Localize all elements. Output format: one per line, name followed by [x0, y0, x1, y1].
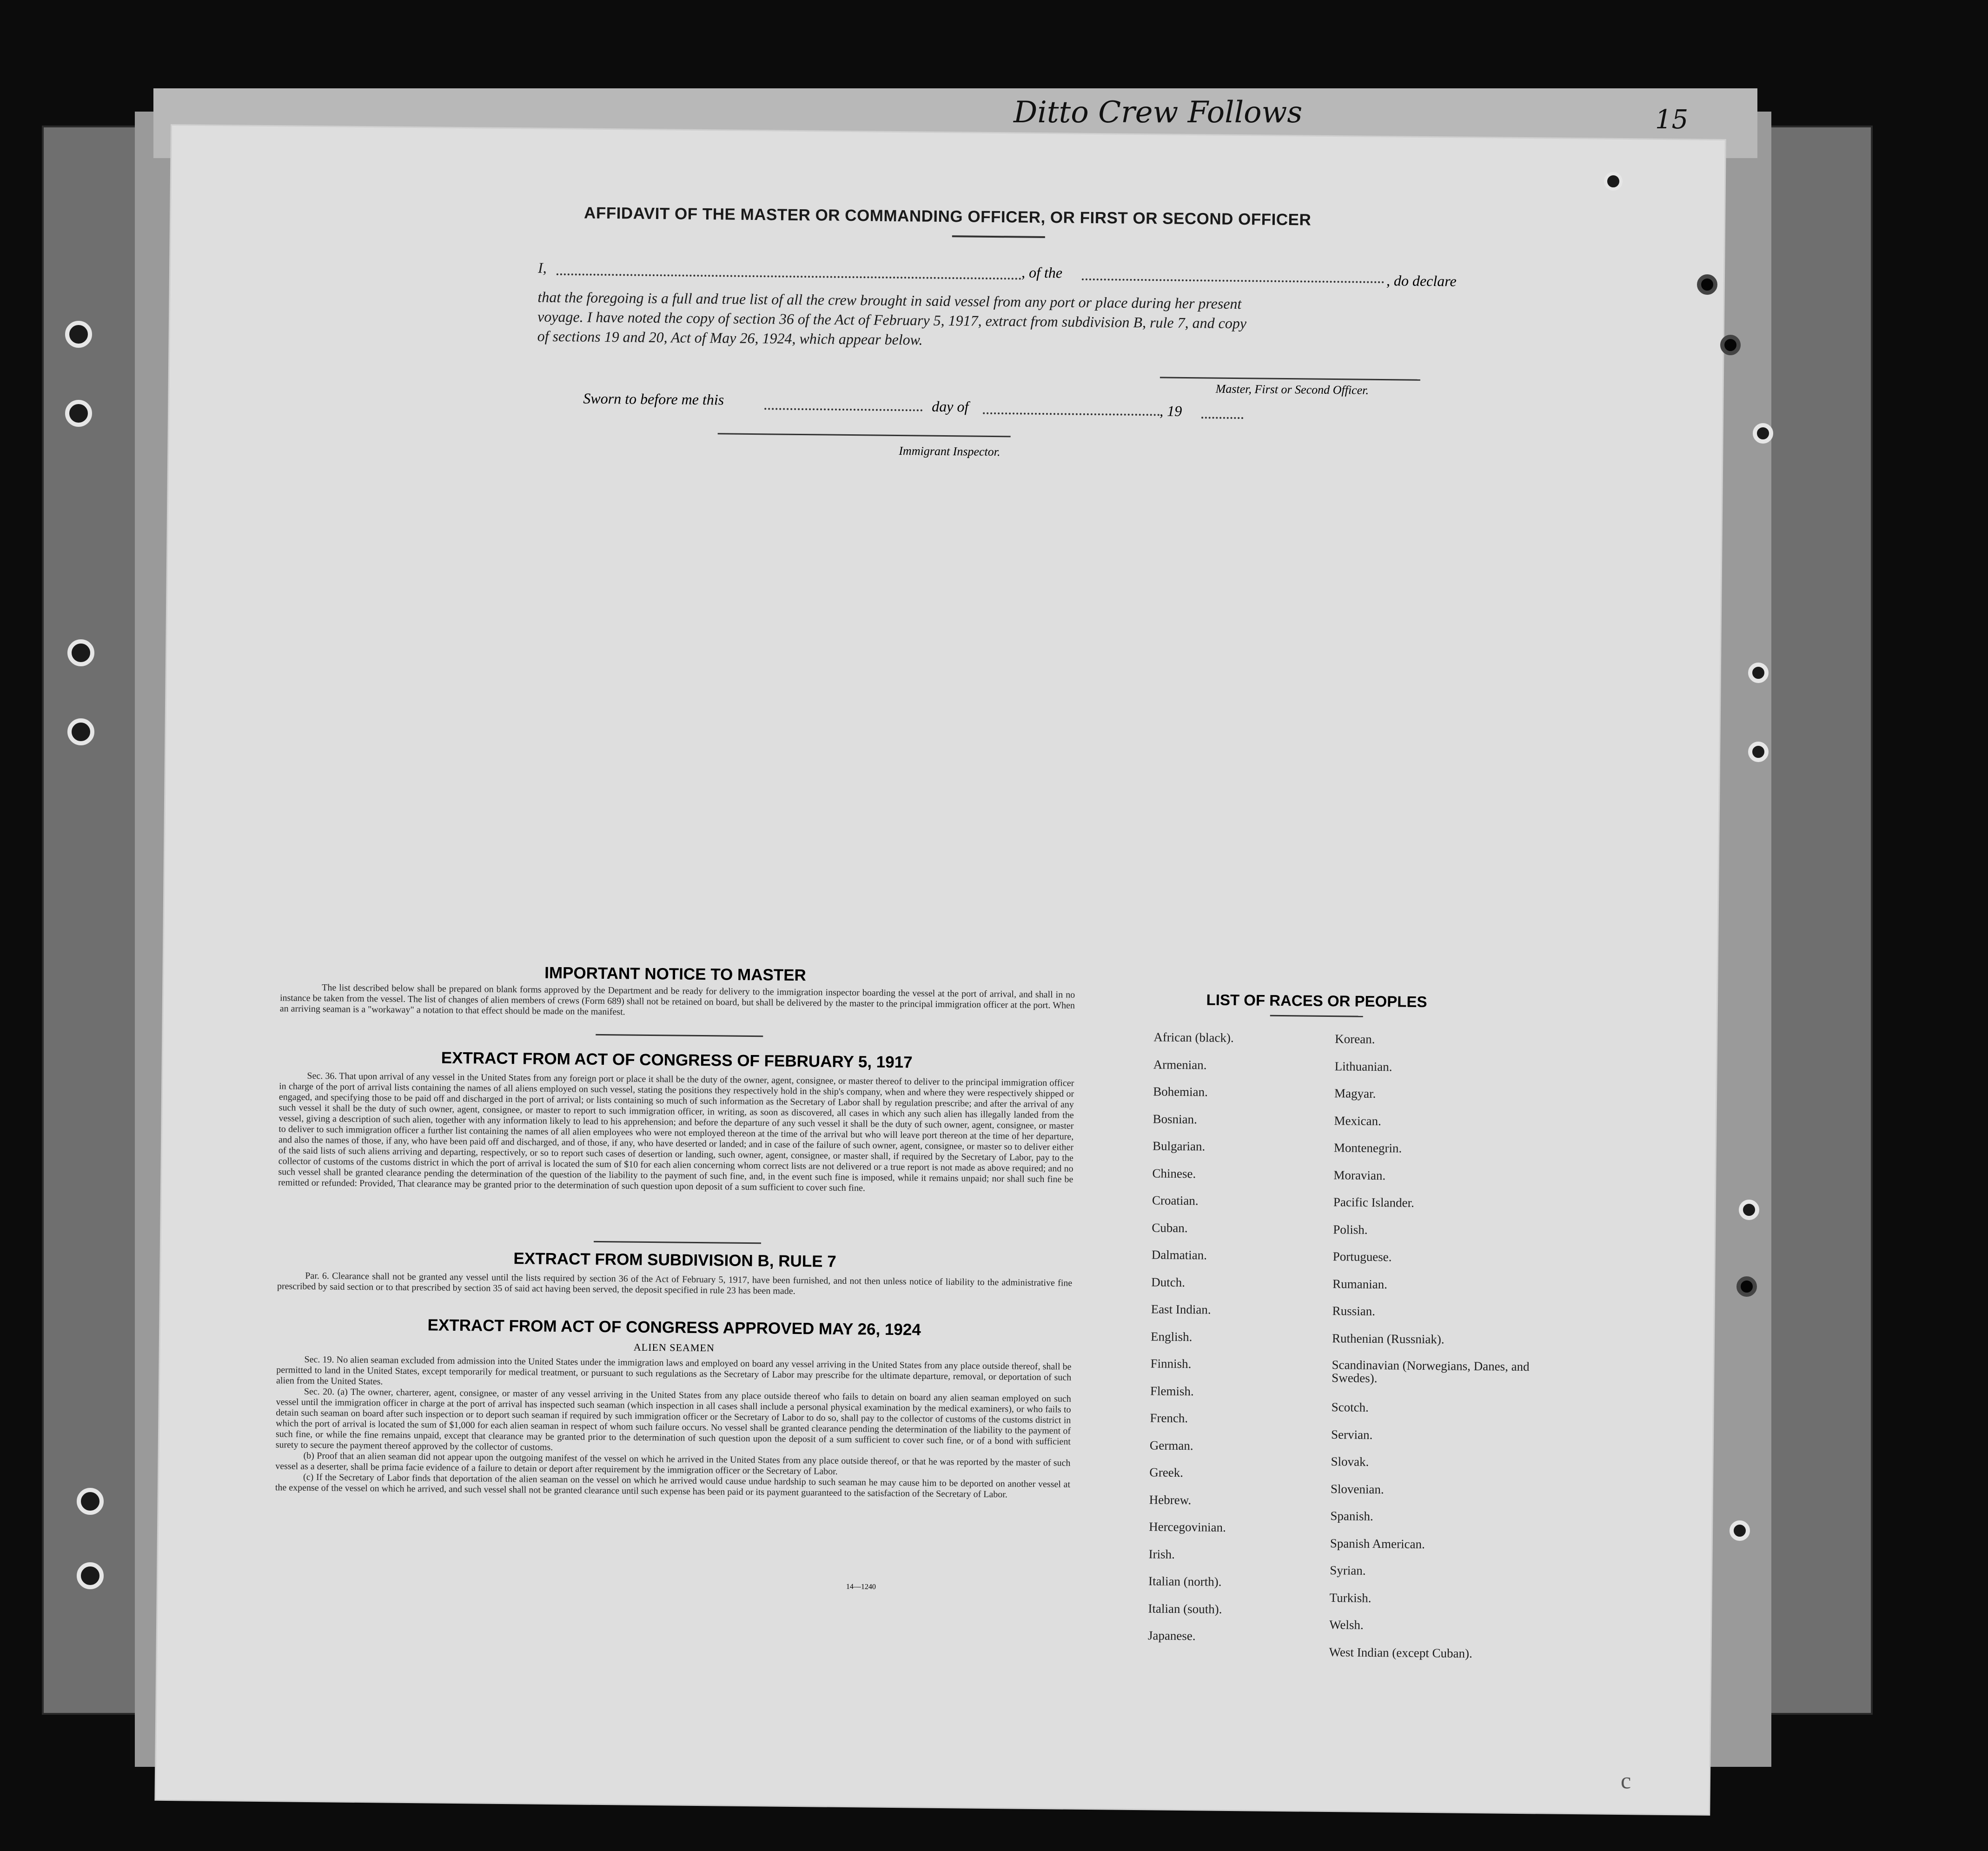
notice-body: The list described below shall be prepared on blank forms approved by the Department and be ready for delivery to the immigration inspector boarding the vessel at the port of arrival, and shall in no instance be taken from the vessel. The list of changes of alien members of crews (Form 689) shall not be retained on board, but shall be delivered by the master to the principal immigration officer at the port. When an arriving seaman is a "workaway" a notation to that effect should be made on the manifest.: [279, 982, 1075, 1017]
inspector-label: Immigrant Inspector.: [899, 444, 1001, 459]
race-item: Slovenian.: [1330, 1481, 1384, 1496]
form-number: 14—1240: [846, 1583, 876, 1591]
handwritten-header: Ditto Crew Follows: [1014, 95, 1303, 130]
master-signature-label: Master, First or Second Officer.: [1215, 382, 1369, 397]
race-item: Russian.: [1332, 1304, 1376, 1318]
binder-hole-icon: [1697, 274, 1717, 295]
race-item: Ruthenian (Russniak).: [1332, 1331, 1445, 1346]
race-item: Welsh.: [1329, 1618, 1364, 1632]
binder-hole-icon: [1748, 742, 1769, 762]
extract-1917-title: EXTRACT FROM ACT OF CONGRESS OF FEBRUARY 5, 1917: [441, 1048, 913, 1072]
race-item: Italian (north).: [1148, 1574, 1222, 1589]
race-item: Syrian.: [1330, 1563, 1366, 1578]
day-blank[interactable]: [764, 408, 922, 411]
binder-hole-icon: [65, 321, 92, 348]
notice-title: IMPORTANT NOTICE TO MASTER: [544, 963, 807, 985]
race-item: Slovak.: [1331, 1454, 1369, 1469]
sec20b-text: (b) Proof that an alien seaman did not appear upon the outgoing manifest of the vessel on which he arrived in the United States from any place outside thereof, or that he was reported by the master of such vessel as a deserter, shall be prima facie evidence of a failure to detain or deport after requirement by the immigration officer or the Secretary of Labor.: [275, 1450, 1071, 1477]
race-item: Greek.: [1149, 1465, 1184, 1480]
race-item: Turkish.: [1329, 1590, 1372, 1605]
vessel-blank[interactable]: [1082, 279, 1384, 283]
race-item: Hebrew.: [1149, 1492, 1192, 1507]
race-item: Spanish.: [1330, 1509, 1373, 1523]
year-blank[interactable]: [1201, 417, 1243, 419]
declaration-line1: [538, 259, 547, 277]
sec20a-text: Sec. 20. (a) The owner, charterer, agent, consignee, or master of any vessel arriving in the United States from any place outside thereof who fails to detain on board any alien seaman employed on such vessel until the immigration officer in charge at the port of arrival has inspected such seaman (which inspection in all cases shall include a personal physical examination by the medical examiners), or who fails to detain such seaman on board after such inspection or to deport such seaman if required by such immigration officer or the Secretary of Labor to do so, shall pay to the collector of customs of the customs district in which the port of arrival is located the sum of $1,000 for each alien seaman in respect of whom such failure occurs. No vessel shall be granted clearance pending the determination of the liability to the payment of such fine, or while the fine remains unpaid, except that clearance may be granted prior to the determination of such question upon the deposit of a sum sufficient to cover such fine, or of a bond with sufficient surety to secure the payment thereof approved by the collector of customs.: [275, 1386, 1071, 1453]
divider: [594, 1241, 761, 1244]
binder-hole-icon: [1739, 1200, 1759, 1220]
race-item: Dalmatian.: [1151, 1247, 1207, 1262]
race-item: Servian.: [1331, 1427, 1373, 1442]
race-item: Japanese.: [1147, 1628, 1196, 1643]
race-item: Mexican.: [1334, 1113, 1381, 1128]
declaration-body: [537, 287, 1467, 355]
race-item: Lithuanian.: [1334, 1059, 1392, 1074]
race-item: German.: [1149, 1438, 1193, 1453]
race-item: Dutch.: [1151, 1274, 1186, 1289]
binder-hole-icon: [1720, 335, 1741, 355]
race-item: Rumanian.: [1332, 1276, 1388, 1291]
sec20c-text: (c) If the Secretary of Labor finds that deportation of the alien seaman on the vessel on which he arrived would cause undue hardship to such seaman he may cause him to be deported on another vessel at the expense of the vessel on which he arrived, and such vessel shall not be granted clearance until such expense has been paid or its payment guaranteed to the satisfaction of the Secretary of Labor.: [275, 1472, 1071, 1500]
race-item: Hercegovinian.: [1149, 1519, 1226, 1534]
extract-1924-body: [275, 1354, 1072, 1500]
declaration-i: I,: [537, 259, 547, 276]
race-item: Bosnian.: [1153, 1111, 1197, 1126]
race-item: Armenian.: [1153, 1057, 1207, 1072]
divider: [952, 235, 1045, 238]
master-signature-line[interactable]: [1160, 377, 1420, 380]
affidavit-sheet: [156, 126, 1724, 1814]
extract-1917-body: Sec. 36. That upon arrival of any vessel in the United States from any foreign port or place it shall be the duty of the owner, agent, consignee, or master thereof to deliver to the principal immigration officer in charge of the port of arrival lists containing the names of all aliens employed on such vessel, stating the positions they respectively hold in the ship's company, when and where they were respectively shipped or engaged, and specifying those to be paid off and discharged in the port of arrival; or lists containing so much of such information as the Secretary of Labor shall by regulation prescribe; and after the arrival of any such vessel it shall be the duty of such owner, agent, consignee, or master to report to such immigration officer, in writing, as soon as discovered, all cases in which any such alien has illegally landed from the vessel, giving a description of such alien, together with any information likely to lead to his apprehension; and before the departure of any such vessel it shall be the duty of such owner, agent, consignee, or master to deliver to such immigration officer a further list containing the names of all alien employees who were not employed thereon at the time of the arrival but who will leave port thereon at the time of her departure, and also the names of those, if any, who have been paid off and discharged, and of those, if any, who have deserted or landed; and in case of the failure of such owner, agent, consignee, or master so to deliver either of the said lists of such aliens arriving and departing, respectively, or so to report such cases of desertion or landing, such owner, agent, consignee, or master shall, if required by the Secretary of Labor, pay to the collector of customs of the customs district in which the port of arrival is located the sum of $10 for each alien concerning whom correct lists are not delivered or a true report is not made as above required; and no such vessel shall be granted clearance pending the determination of the question of the liability to the payment of such fine, and, in the event such fine is imposed, while it remains unpaid; nor shall such fine be remitted or refunded: Provided, That clearance may be granted prior to the determination of such question upon deposit of a sum sufficient to cover such fine.: [278, 1070, 1074, 1194]
binder-hole-icon: [1730, 1520, 1750, 1541]
declaration-line3: voyage. I have noted the copy of section 36 of the Act of February 5, 1917, extract from subdivision B, rule 7, and copy: [537, 308, 1247, 332]
race-item: Scotch.: [1331, 1400, 1369, 1414]
race-item: Irish.: [1148, 1546, 1175, 1561]
declaration-do-declare: , do declare: [1386, 272, 1457, 290]
sworn-text: Sworn to before me this: [583, 390, 724, 408]
race-item: Portuguese.: [1332, 1249, 1392, 1264]
binder-hole-icon: [1604, 172, 1623, 191]
declaration-line2: that the foregoing is a full and true list of all the crew brought in said vessel from any port or place during her present: [537, 288, 1242, 312]
race-item: English.: [1150, 1329, 1193, 1344]
month-blank[interactable]: [983, 412, 1160, 416]
binder-hole-icon: [65, 400, 92, 427]
binder-hole-icon: [77, 1488, 104, 1515]
binder-hole-icon: [1736, 1276, 1757, 1297]
race-item: Bulgarian.: [1152, 1139, 1206, 1154]
race-item: Montenegrin.: [1333, 1141, 1402, 1155]
declaration-of-the: , of the: [1021, 264, 1063, 281]
race-item: West Indian (except Cuban).: [1329, 1645, 1472, 1660]
name-blank[interactable]: [557, 273, 1021, 280]
race-item: Pacific Islander.: [1333, 1195, 1414, 1210]
sec19-text: Sec. 19. No alien seaman excluded from admission into the United States under the immigration laws and employed on board any vessel arriving in the United States from any place outside thereof, shall be permitted to land in the United States, except temporarily for medical treatment, or pursuant to such regulations as the Secretary of Labor may prescribe for the ultimate departure, removal, or deportation of such alien from the United States.: [276, 1354, 1072, 1387]
races-column-1: [1148, 1030, 1331, 1657]
race-item: Magyar.: [1334, 1086, 1376, 1101]
race-item: Croatian.: [1152, 1193, 1199, 1208]
race-item: Moravian.: [1333, 1168, 1386, 1182]
binder-hole-icon: [1753, 423, 1773, 444]
corner-mark: c: [1620, 1767, 1631, 1794]
sworn-year: , 19: [1160, 402, 1182, 419]
extract-1924-title: EXTRACT FROM ACT OF CONGRESS APPROVED MAY 26, 1924: [427, 1316, 921, 1339]
race-item: East Indian.: [1151, 1302, 1211, 1317]
race-item: Spanish American.: [1330, 1536, 1425, 1551]
race-item: Polish.: [1333, 1222, 1368, 1237]
affidavit-title: AFFIDAVIT OF THE MASTER OR COMMANDING OFFICER, OR FIRST OR SECOND OFFICER: [583, 204, 1312, 229]
inspector-signature-line[interactable]: [718, 433, 1011, 437]
race-item: Cuban.: [1152, 1220, 1188, 1235]
binder-hole-icon: [67, 639, 94, 666]
race-item: Flemish.: [1150, 1383, 1194, 1398]
declaration-line4: of sections 19 and 20, Act of May 26, 1924, which appear below.: [537, 327, 923, 348]
race-item: Chinese.: [1152, 1166, 1196, 1181]
race-item: French.: [1150, 1411, 1188, 1426]
race-item: Korean.: [1335, 1032, 1375, 1046]
page-mark: 15: [1655, 105, 1689, 135]
extract-rule7-title: EXTRACT FROM SUBDIVISION B, RULE 7: [513, 1249, 836, 1271]
alien-seamen-subtitle: ALIEN SEAMEN: [633, 1341, 715, 1354]
races-column-2: [1329, 1032, 1539, 1674]
binder-hole-icon: [67, 718, 94, 745]
race-item: Italian (south).: [1148, 1601, 1222, 1616]
sworn-day-of: day of: [932, 398, 969, 415]
binder-hole-icon: [1748, 663, 1769, 683]
race-item: Finnish.: [1150, 1356, 1192, 1371]
races-title: LIST OF RACES OR PEOPLES: [1206, 991, 1427, 1010]
extract-rule7-body: Par. 6. Clearance shall not be granted any vessel until the lists required by section 36 of the Act of February 5, 1917, have been furnished, and not then unless notice of liability to the administrative fine prescribed by said section or to that prescribed by section 35 of said act having been served, the deposit specified in rule 23 has been made.: [277, 1270, 1073, 1296]
race-item: Scandinavian (Norwegians, Danes, and Swedes).: [1332, 1358, 1530, 1386]
binder-hole-icon: [77, 1562, 104, 1589]
race-item: Bohemian.: [1153, 1084, 1208, 1099]
race-item: African (black).: [1153, 1030, 1234, 1045]
